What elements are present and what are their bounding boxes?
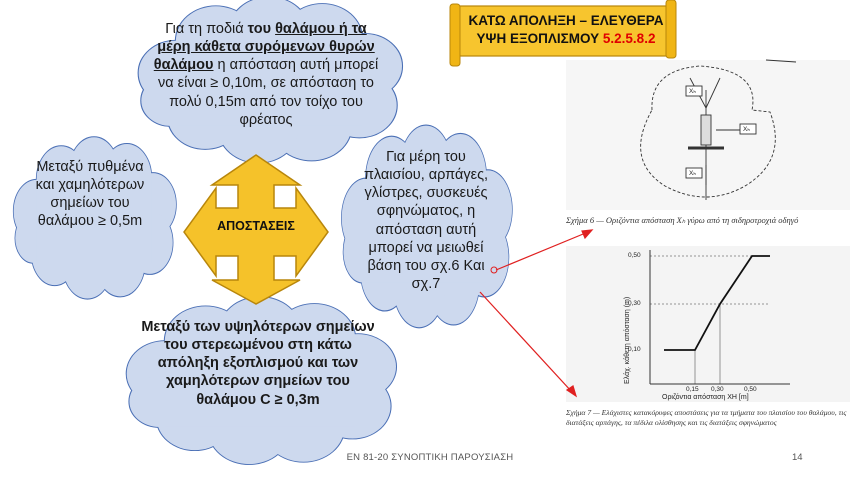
banner-line2-prefix: ΥΨΗ ΕΞΟΠΛΙΣΜΟΥ (476, 30, 603, 46)
figure6-label-right: Xₕ (743, 126, 750, 133)
figure7-ytick-3: 0,10 (628, 346, 641, 353)
cloud-top-p4: η απόσταση αυτή μπορεί να είναι ≥ 0,10m, σε απόσταση το πολύ 0,15m από τον τοίχο του φρέατος (158, 57, 379, 128)
cloud-left-text: Μεταξύ πυθμένα και χαμηλότερων σημείων του θαλάμου ≥ 0,5m (35, 159, 145, 230)
figure7-chart (566, 246, 850, 402)
figure7-ytick-1: 0,50 (628, 252, 641, 259)
cloud-bottom-text: Μεταξύ των υψηλότερων σημείων του στερεωμένου στη κάτω απόληξη εξοπλισμού και των χαμηλότερων σημείων του θαλάμου C ≥ 0,3m (141, 319, 375, 408)
figure7-caption: Σχήμα 7 — Ελάχιστες κατακόρυφες αποστάσεις για τα τμήματα του πλαισίου του θαλάμου, τις διατάξεις αρπάγης, τα πέδιλα ολίσθησης και τις διατάξεις σφηνώματος (566, 408, 847, 427)
figure7-xtick-3: 0,50 (744, 386, 757, 393)
figure7-ytick-2: 0,30 (628, 300, 641, 307)
figure6-label-top: Xₕ (689, 88, 696, 95)
figure6-label-bottom: Xₕ (689, 170, 696, 177)
banner-ref: 5.2.5.8.2 (602, 30, 656, 46)
banner-line1: ΚΑΤΩ ΑΠΟΛΗΞΗ – ΕΛΕΥΘΕΡΑ (468, 13, 664, 28)
page-number: 14 (792, 452, 803, 463)
banner-line2 (468, 30, 664, 48)
figure7-xlabel: Οριζόντια απόσταση XH [m] (662, 394, 749, 401)
figure7-ylabel: Ελάχ. κάθετη απόσταση (m) (624, 296, 631, 384)
cloud-top-p3: θαλάμου ή τα μέρη κάθετα συρόμενων θυρών θαλάμου (153, 21, 375, 74)
cloud-top-text (152, 20, 380, 129)
figure7-xtick-1: 0,15 (686, 386, 699, 393)
cloud-right-text: Για μέρη του πλαισίου, αρπάγες, γλίστρες, συσκευές σφηνώματος, η απόσταση αυτή μπορεί να μειωθεί βάση του σχ.6 Και σχ.7 (363, 149, 489, 292)
footer-text: ΕΝ 81-20 ΣΥΝΟΠΤΙΚΗ ΠΑΡΟΥΣΙΑΣΗ (346, 452, 514, 463)
center-arrow-label: ΑΠΟΣΤΑΣΕΙΣ (217, 219, 295, 233)
figure7-xtick-2: 0,30 (711, 386, 724, 393)
cloud-top-p2: του (247, 21, 276, 37)
figure6-caption: Σχήμα 6 — Οριζόντια απόσταση Xₕ γύρω από τη σιδηροτροχιά οδηγό (566, 215, 799, 225)
figure6-diagram (566, 60, 850, 210)
cloud-top-p1: Για τη ποδιά (165, 21, 248, 37)
banner-title (468, 12, 664, 47)
